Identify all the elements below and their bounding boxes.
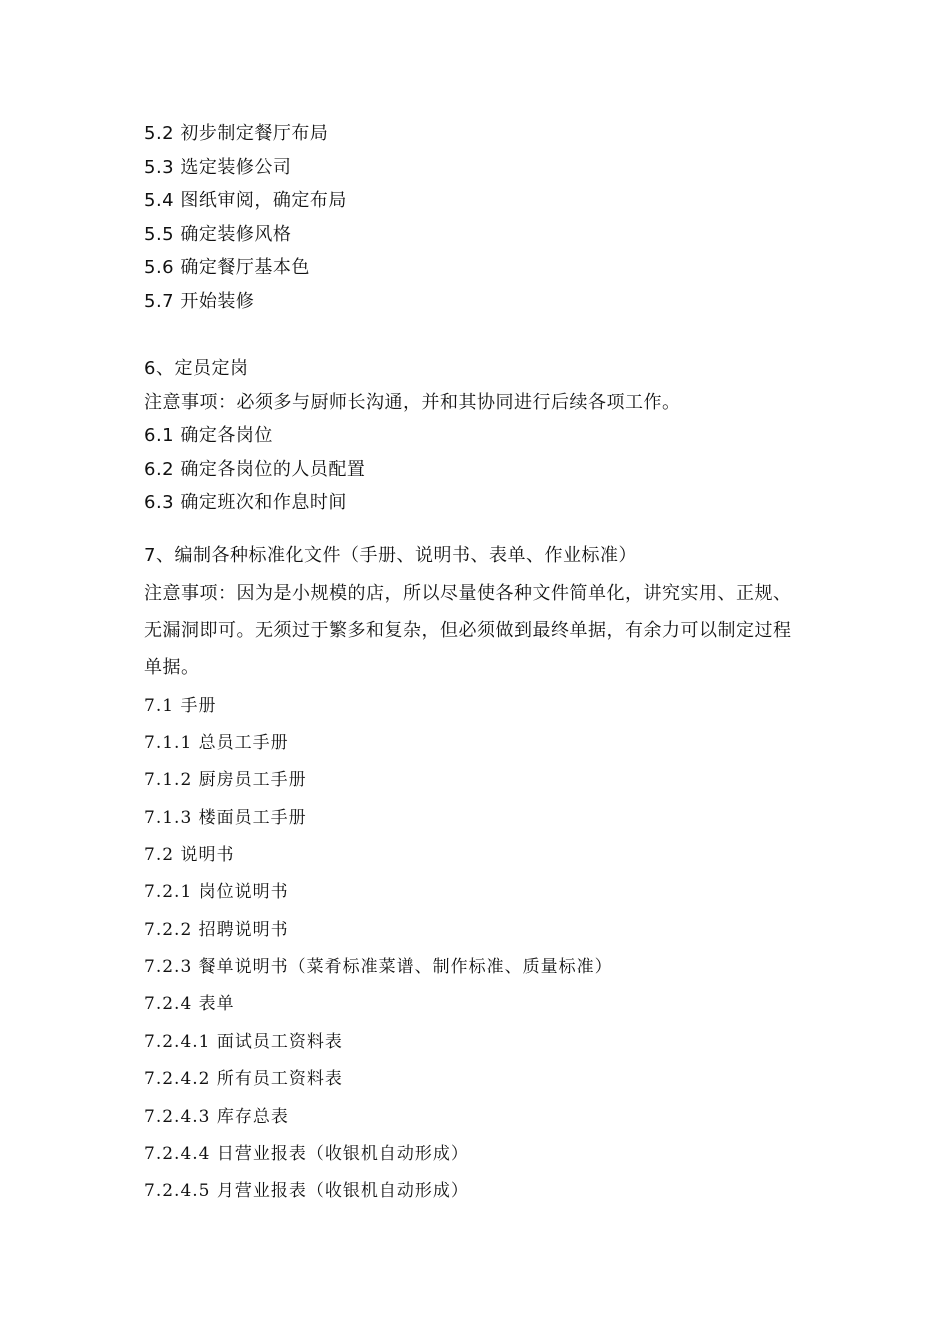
list-item-6-3: 6.3 确定班次和作息时间 [144,492,347,513]
list-item-5-3: 5.3 选定装修公司 [144,157,292,178]
list-item-7-2-4: 7.2.4 表单 [144,994,235,1014]
list-item-5-2: 5.2 初步制定餐厅布局 [144,123,329,144]
list-item-7-1-2: 7.1.2 厨房员工手册 [144,770,307,790]
list-item-7-1-3: 7.1.3 楼面员工手册 [144,808,307,828]
section-7-note-line-3: 单据。 [144,657,200,678]
list-item-7-2-4-3: 7.2.4.3 库存总表 [144,1107,289,1127]
list-item-5-5: 5.5 确定装修风格 [144,224,292,245]
list-item-5-6: 5.6 确定餐厅基本色 [144,257,310,278]
list-item-7-2-4-2: 7.2.4.2 所有员工资料表 [144,1069,343,1089]
section-7-note-line-1: 注意事项：因为是小规模的店，所以尽量使各种文件简单化，讲究实用、正规、 [144,583,792,604]
list-item-5-4: 5.4 图纸审阅，确定布局 [144,190,347,211]
list-item-7-1: 7.1 手册 [144,696,217,716]
list-item-7-2-4-1: 7.2.4.1 面试员工资料表 [144,1032,343,1052]
list-item-6-1: 6.1 确定各岗位 [144,425,273,446]
list-item-7-2-3: 7.2.3 餐单说明书（菜肴标准菜谱、制作标准、质量标准） [144,957,613,977]
list-item-7-2-4-5: 7.2.4.5 月营业报表（收银机自动形成） [144,1181,469,1201]
list-item-7-2-1: 7.2.1 岗位说明书 [144,882,289,902]
list-item-6-2: 6.2 确定各岗位的人员配置 [144,459,366,480]
section-7-note-line-2: 无漏洞即可。无须过于繁多和复杂，但必须做到最终单据，有余力可以制定过程 [144,620,792,641]
list-item-7-2-2: 7.2.2 招聘说明书 [144,920,289,940]
list-item-5-7: 5.7 开始装修 [144,291,255,312]
section-6-note: 注意事项：必须多与厨师长沟通，并和其协同进行后续各项工作。 [144,392,681,413]
list-item-7-2: 7.2 说明书 [144,845,235,865]
list-item-7-2-4-4: 7.2.4.4 日营业报表（收银机自动形成） [144,1144,469,1164]
section-6-heading: 6、定员定岗 [144,358,249,379]
list-item-7-1-1: 7.1.1 总员工手册 [144,733,289,753]
section-7-heading: 7、编制各种标准化文件（手册、说明书、表单、作业标准） [144,545,637,566]
